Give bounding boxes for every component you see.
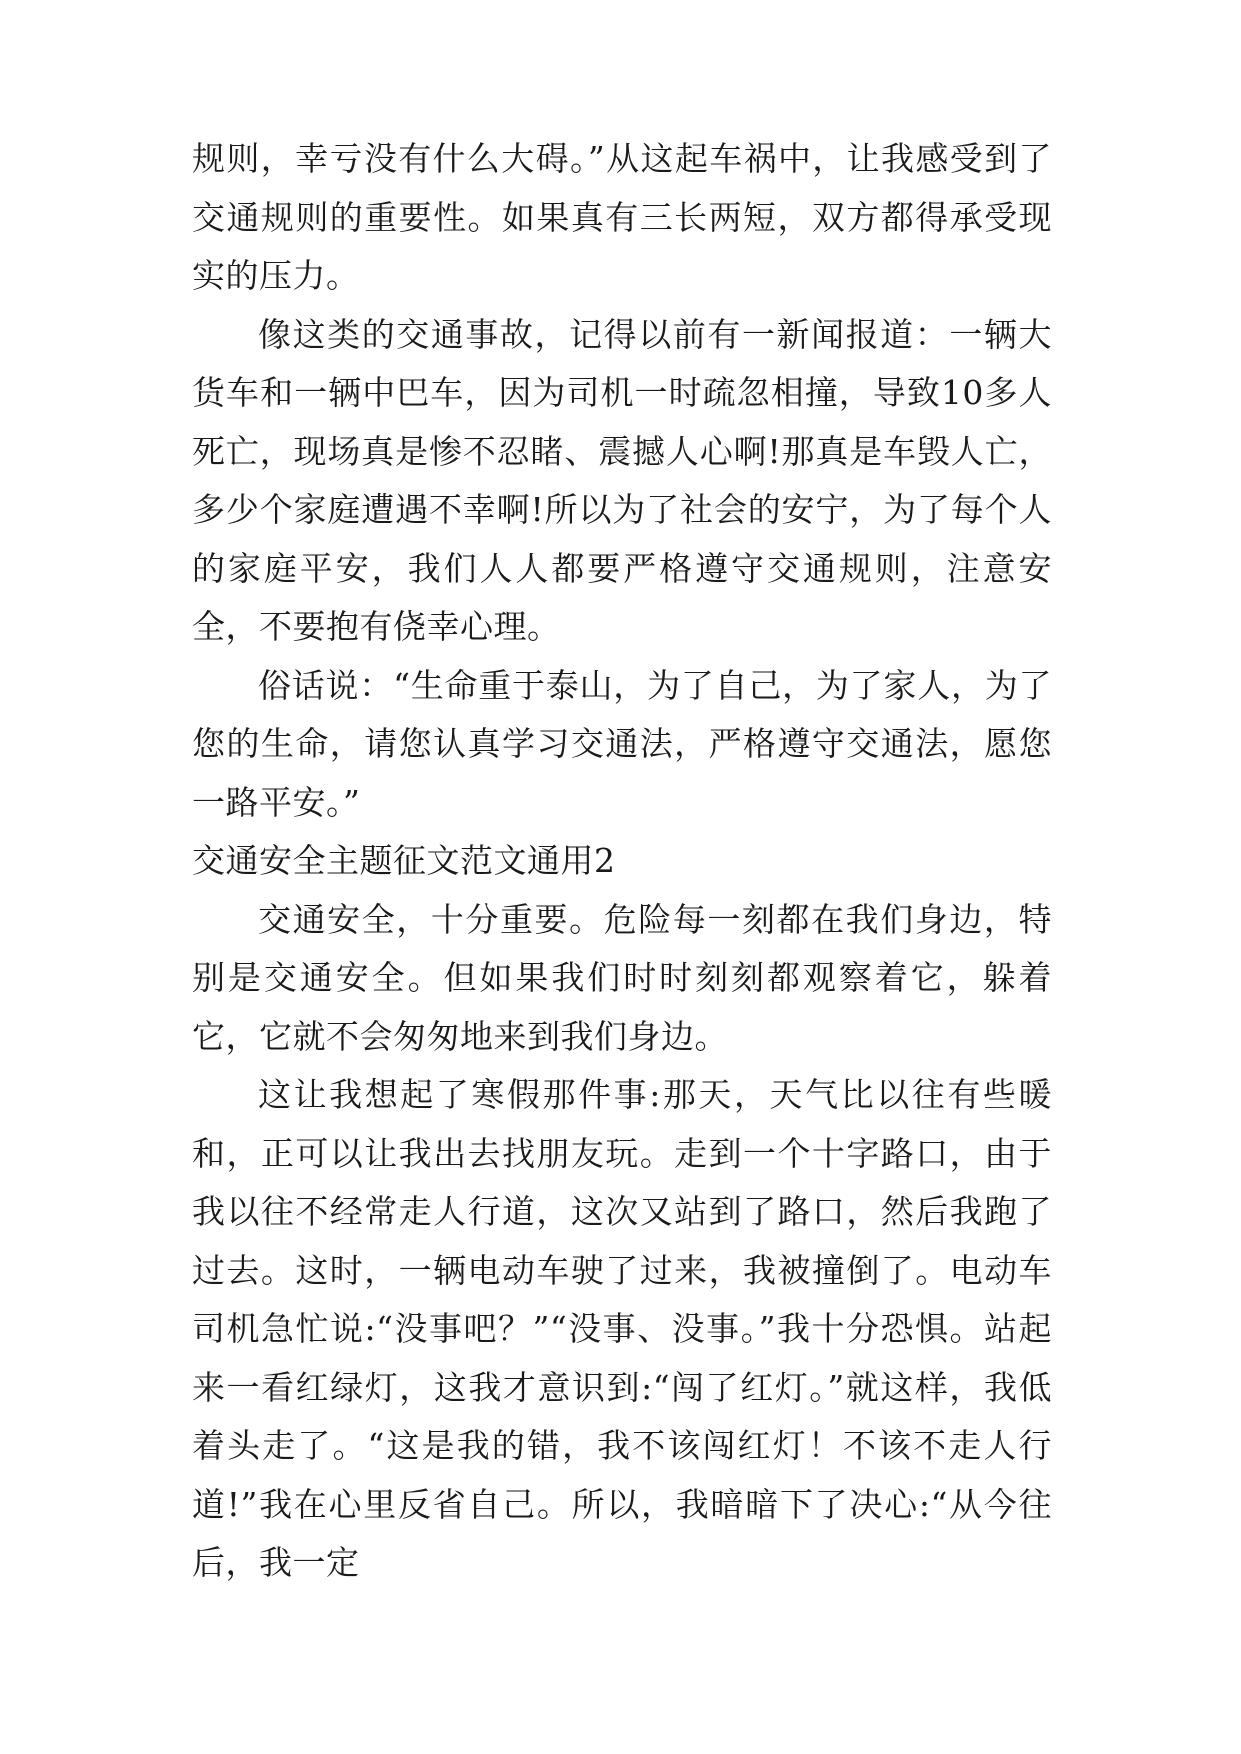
- paragraph-winter-story: 这让我想起了寒假那件事:那天，天气比以往有些暖和，正可以让我出去找朋友玩。走到一个十字路口，由于我以往不经常走人行道，这次又站到了路口，然后我跑了过去。这时，一辆电动车驶了过来，我被撞倒了。电动车司机急忙说:“没事吧？”“没事、没事。”我十分恐惧。站起来一看红绿灯，这我才意识到:“闯了红灯。”就这样，我低着头走了。“这是我的错，我不该闯红灯！不该不走人行道!”我在心里反省自己。所以，我暗暗下了决心:“从今往后，我一定: [192, 1075, 1052, 1582]
- paragraph-saying: 俗话说：“生命重于泰山，为了自己，为了家人，为了您的生命，请您认真学习交通法，严格遵守交通法，愿您一路平安。”: [192, 665, 1052, 822]
- paragraph-traffic-safety: 交通安全，十分重要。危险每一刻都在我们身边，特别是交通安全。但如果我们时时刻刻都观察着它，躲着它，它就不会匆匆地来到我们身边。: [192, 899, 1052, 1056]
- paragraph-continuation: 规则，幸亏没有什么大碍。”从这起车祸中，让我感受到了交通规则的重要性。如果真有三长两短，双方都得承受现实的压力。: [192, 139, 1052, 295]
- paragraph-news-report: 像这类的交通事故，记得以前有一新闻报道：一辆大货车和一辆中巴车，因为司机一时疏忽相撞，导致10多人死亡，现场真是惨不忍睹、震撼人心啊!那真是车毁人亡，多少个家庭遭遇不幸啊!所以为了社会的安宁，为了每个人的家庭平安，我们人人都要严格遵守交通规则，注意安全，不要抱有侥幸心理。: [192, 314, 1052, 646]
- document-page: [192, 130, 1052, 1593]
- section-heading: 交通安全主题征文范文通用2: [192, 841, 616, 880]
